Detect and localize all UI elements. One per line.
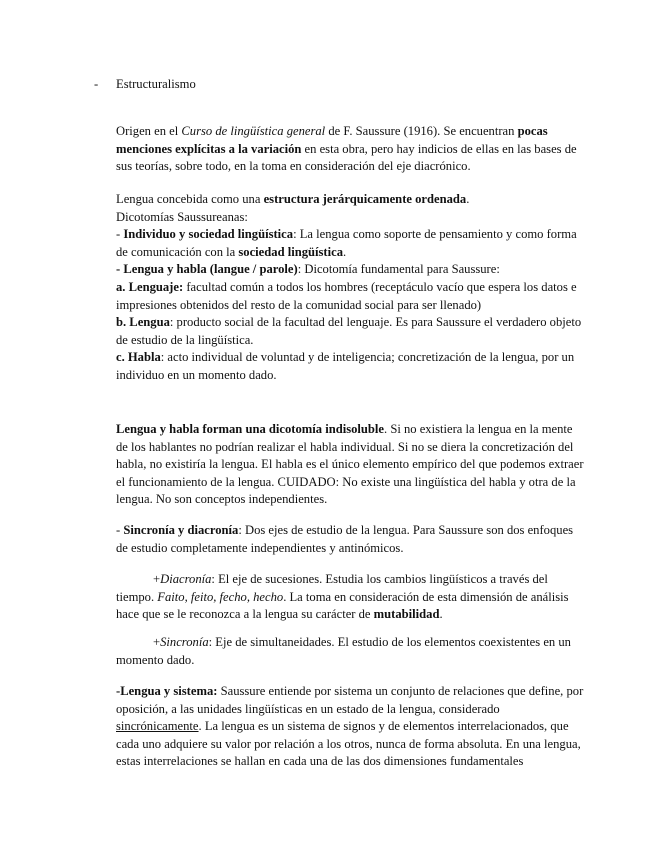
diacronia-term: Diacronía: [160, 572, 212, 586]
origin-book-title: Curso de lingüística general: [181, 124, 326, 138]
diacronia-example: Faito, feito, fecho, hecho: [157, 589, 284, 604]
lengua-l1a: Lengua concebida como una: [116, 192, 264, 206]
origin-text-5: en esta obra, pero hay indicios de ellas en las bases de sus teorías, sobre todo, en la toma en consideración del eje diacrónico.: [116, 141, 577, 174]
lengua-l3e: .: [343, 244, 347, 259]
lengua-l3d: sociedad lingüística: [238, 244, 344, 259]
diacronia-text-2: . La toma en consideración de esta dimensión de análisis hace que se le reconozca a la lengua su carácter de: [116, 589, 569, 622]
diacronia-end: .: [439, 607, 443, 622]
sistema-text-2: . La lengua es un sistema de signos y de elementos interrelacionados, que cada uno adquiere su valor por relación a los otros, nunca de forma absoluta. En una lengua, estas interrelaciones se hallan en cada una de las dos dimensiones fundamentales: [116, 719, 581, 769]
sinc2-plus: +: [153, 635, 161, 649]
lengua-line-7: [116, 349, 584, 384]
sincronia-text: : Dos ejes de estudio de la lengua. Para Saussure son dos enfoques de estudio completamente independientes y antinómicos.: [116, 523, 574, 555]
lengua-l4b: : Dicotomía fundamental para Saussure:: [297, 262, 500, 277]
lengua-line-4: [116, 261, 584, 279]
heading-bullet: -: [94, 77, 99, 91]
lengua-l1c: .: [466, 192, 470, 206]
sistema-text-1: Saussure entiende por sistema un conjunto de relaciones que define, por oposición, a las unidades lingüísticas en un estado de la lengua, considerado: [116, 684, 584, 716]
diacronia-plus: +: [153, 572, 161, 586]
origin-text-3: de F. Saussure (1916). Se encuentran: [325, 124, 518, 138]
sincronia-sub-paragraph: [116, 634, 584, 669]
sincronia-dash: -: [116, 523, 124, 537]
lengua-l4a: - Lengua y habla (langue / parole): [116, 262, 298, 277]
lengua-line-3: [116, 226, 584, 261]
origin-text-1: Origen en el: [116, 124, 182, 138]
lengua-l1b: estructura jerárquicamente ordenada: [263, 192, 467, 206]
lengua-l5a: a. Lenguaje:: [116, 279, 184, 294]
section-heading: [94, 76, 196, 94]
dicotomia-paragraph: [116, 421, 584, 509]
dicotomia-bold: Lengua y habla forman una dicotomía indisoluble: [116, 422, 385, 436]
lengua-l7b: : acto individual de voluntad y de inteligencia; concretización de la lengua, por un individuo en un momento dado.: [116, 350, 575, 382]
sincronia-bold: Sincronía y diacronía: [123, 523, 239, 537]
diacronia-paragraph: [116, 571, 584, 624]
lengua-l3c: : La lengua como soporte de pensamiento y como forma de comunicación con la: [116, 227, 577, 259]
heading-title: Estructuralismo: [116, 77, 196, 91]
sinc2-text: : Eje de simultaneidades. El estudio de los elementos coexistentes en un momento dado.: [116, 635, 571, 667]
diacronia-text-1: : El eje de sucesiones. Estudia los cambios lingüísticos a través del tiempo.: [116, 572, 548, 604]
sistema-underlined: sincrónicamente: [116, 719, 199, 734]
sinc2-term: Sincronía: [160, 635, 209, 649]
lengua-l7a: c. Habla: [116, 350, 161, 365]
lengua-section: [116, 191, 584, 385]
lengua-l6a: b. Lengua: [116, 315, 170, 330]
sincronia-paragraph: [116, 522, 584, 557]
lengua-line-2: Dicotomías Saussureanas:: [116, 209, 248, 224]
sistema-paragraph: [116, 683, 584, 771]
lengua-line-1: [116, 191, 584, 209]
lengua-line-6: [116, 314, 584, 349]
dicotomia-text: . Si no existiera la lengua en la mente de los hablantes no podrían realizar el habla individual. Si no se diera la concretización del habla, no existiría la lengua. El habla es el único elemento empírico del que podemos extraer el funcionamiento de la lengua. CUIDADO: No existe una lingüística del habla y otra de la lengua. No son conceptos independientes.: [116, 422, 584, 507]
lengua-l3a: -: [116, 227, 124, 242]
lengua-l6b: : producto social de la facultad del lenguaje. Es para Saussure el verdadero objeto de estudio de la lingüística.: [116, 315, 582, 347]
diacronia-mutabilidad: mutabilidad: [373, 607, 440, 622]
lengua-l3b: Individuo y sociedad lingüística: [123, 227, 294, 242]
origin-bold-phrase: pocas menciones explícitas a la variación: [116, 124, 548, 156]
lengua-l5b: facultad común a todos los hombres (receptáculo vacío que espera los datos e impresiones obtenidos del resto de la comunidad social para ser llenado): [116, 279, 577, 312]
lengua-line-5: [116, 279, 584, 314]
sistema-bold: -Lengua y sistema:: [116, 684, 218, 698]
origin-paragraph: [116, 123, 584, 176]
